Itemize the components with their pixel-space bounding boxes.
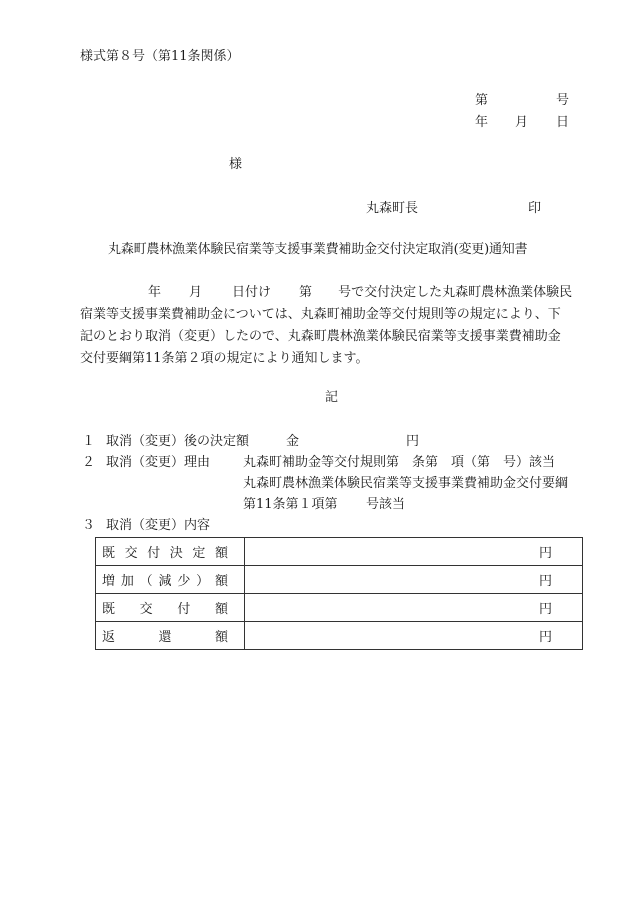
body-month: 月 (189, 285, 203, 300)
number-dai: 第 (475, 93, 489, 108)
item2-reason-line-2: 丸森町農林漁業体験民宿業等支援事業費補助金交付要綱 (243, 476, 569, 491)
row-value-henkan: 円 (245, 622, 583, 650)
document-title: 丸森町農林漁業体験民宿業等支援事業費補助金交付決定取消(変更)通知書 (108, 242, 528, 257)
row-value-kikofu-kettei: 円 (245, 538, 583, 566)
item3-label: 取消（変更）内容 (106, 518, 211, 533)
body-day: 日付け (232, 285, 272, 300)
item2-reason-line-1: 丸森町補助金等交付規則第 条第 項（第 号）該当 (243, 455, 556, 470)
date-day: 日 (556, 115, 570, 130)
item1-number: １ (82, 434, 96, 449)
item1-kin: 金 (286, 434, 300, 449)
body-dai: 第 (299, 285, 313, 300)
item2-reason-line-3b: 号該当 (366, 497, 406, 512)
form-label: 様式第８号（第11条関係） (80, 49, 240, 64)
item1-label: 取消（変更）後の決定額 (106, 434, 250, 449)
row-label-kikofu: 既 交 付 額 (96, 594, 245, 622)
body-line-3: 記のとおり取消（変更）したので、丸森町農林漁業体験民宿業等支援事業費補助金 (80, 329, 561, 344)
row-value-zouka-genshou: 円 (245, 566, 583, 594)
body-year: 年 (148, 285, 162, 300)
table-row (96, 594, 583, 622)
row-value-kikofu: 円 (245, 594, 583, 622)
table-row (96, 566, 583, 594)
date-year: 年 (475, 115, 489, 130)
row-label-henkan: 返 還 額 (96, 622, 245, 650)
item3-number: ３ (82, 518, 96, 533)
body-line-1-rest: 号で交付決定した丸森町農林漁業体験民 (338, 285, 573, 300)
row-label-zouka-genshou: 増 加 （ 減 少 ） 額 (96, 566, 245, 594)
amount-table (95, 537, 583, 650)
table-row (96, 622, 583, 650)
addressee-sama: 様 (229, 157, 243, 172)
ki-heading: 記 (325, 390, 339, 405)
table-row (96, 538, 583, 566)
date-month: 月 (515, 115, 529, 130)
item2-label: 取消（変更）理由 (106, 455, 211, 470)
row-label-kikofu-kettei: 既 交 付 決 定 額 (96, 538, 245, 566)
number-go: 号 (556, 93, 570, 108)
body-line-2: 宿業等支援事業費補助金については、丸森町補助金等交付規則等の規定により、下 (80, 307, 561, 322)
item2-reason-line-3a: 第11条第１項第 (243, 497, 338, 512)
item2-number: ２ (82, 455, 96, 470)
body-line-4: 交付要綱第11条第２項の規定により通知します。 (80, 351, 369, 366)
issuer-name: 丸森町長 (366, 201, 419, 216)
seal-mark: 印 (528, 201, 542, 216)
item1-yen: 円 (406, 434, 420, 449)
notice-body (80, 282, 590, 370)
body-line-1 (80, 282, 590, 304)
